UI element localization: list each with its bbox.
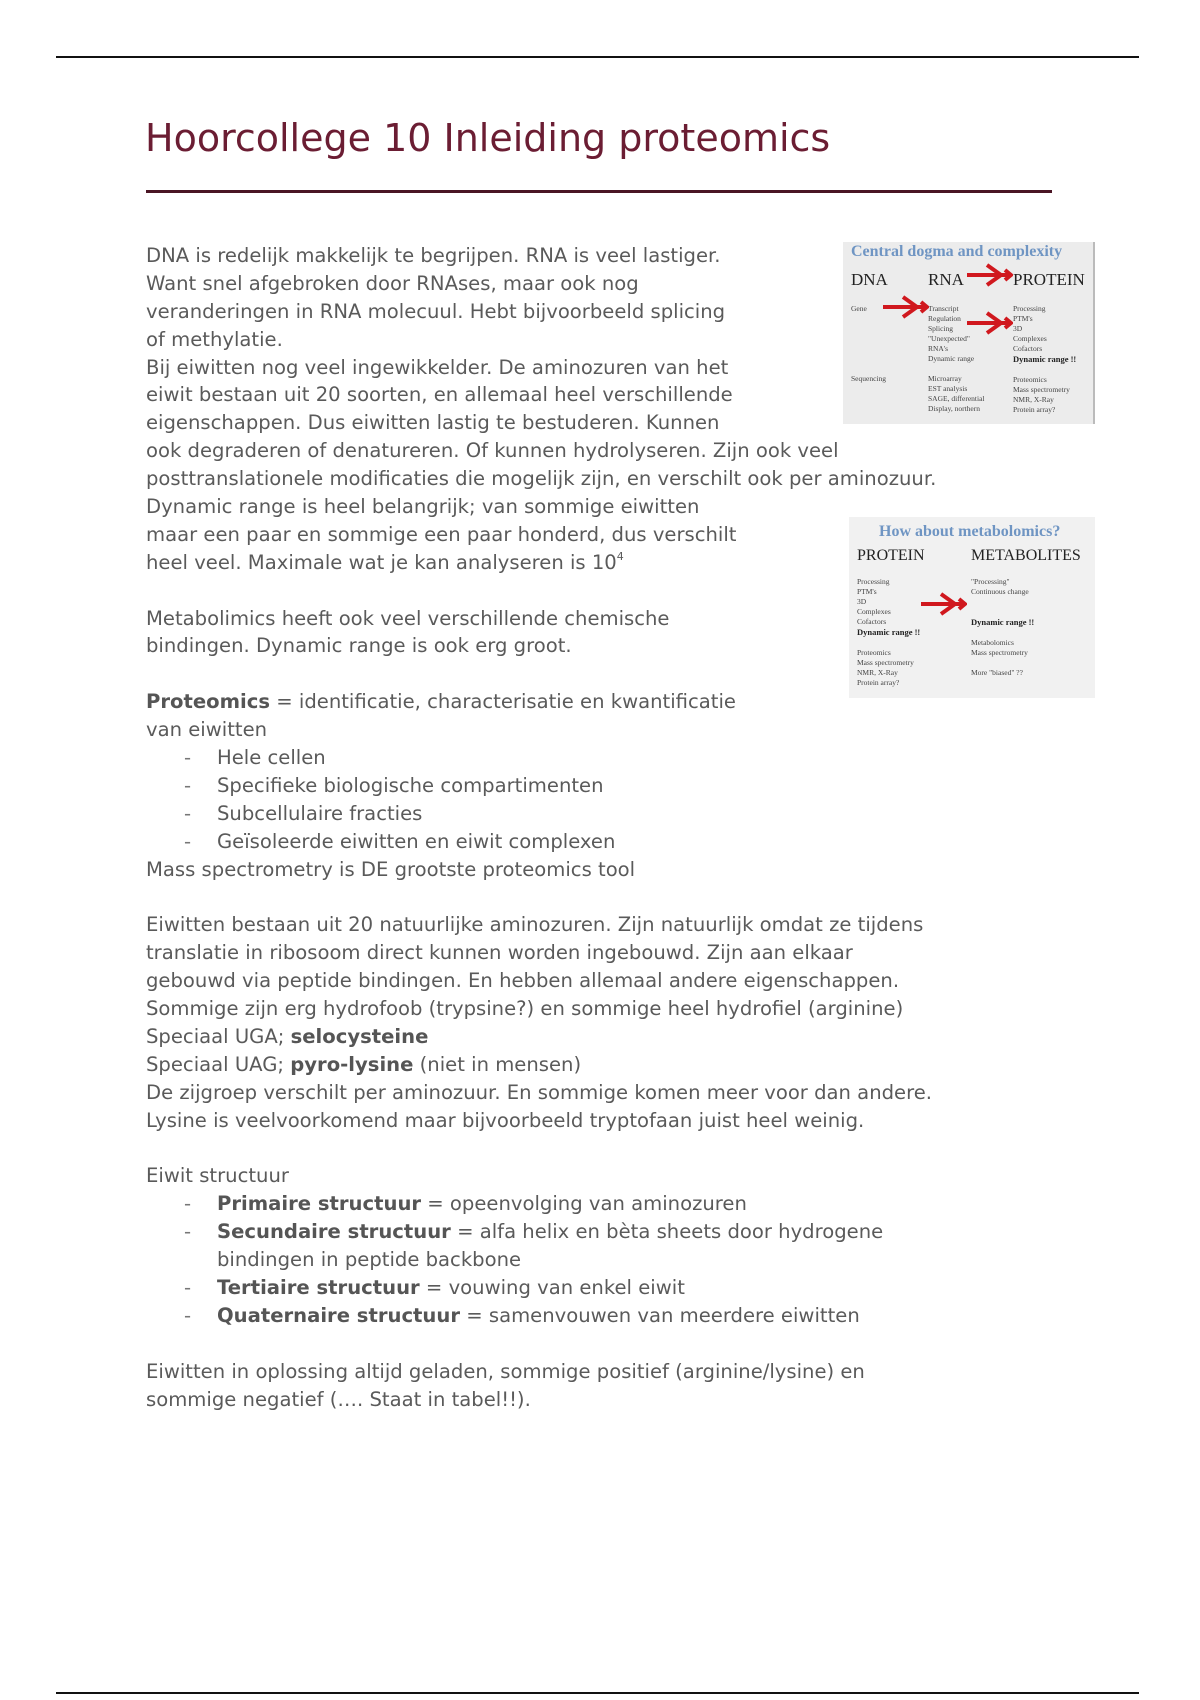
bold-text: pyro-lysine (290, 1052, 414, 1076)
blank-line (146, 1330, 1066, 1358)
arrow-icon (965, 262, 1013, 288)
text-segment: gebouwd via peptide bindingen. En hebben allemaal andere eigenschappen. (146, 969, 900, 993)
bold-text: Proteomics (146, 690, 271, 714)
text-segment: Dynamic range is heel belangrijk; van sommige eiwitten (146, 495, 700, 519)
protein-column-bold: Dynamic range !! (1013, 354, 1077, 364)
bullet-dash: - (184, 1192, 192, 1216)
metabolites-column-bottom: Metabolomics Mass spectrometry More "biased" ?? (971, 638, 1028, 677)
text-line (146, 1107, 1066, 1135)
text-line (146, 1246, 1066, 1274)
protein-column-top: Processing PTM's 3D Complexes Cofactors (1013, 304, 1047, 353)
text-segment: Hele cellen (217, 746, 326, 770)
list-item (146, 828, 1066, 856)
list-item (146, 744, 1066, 772)
dna-column: Gene Sequencing (851, 304, 886, 383)
title-underline (146, 190, 1052, 193)
text-segment: ook degraderen of denatureren. Of kunnen hydrolyseren. Zijn ook veel (146, 439, 839, 463)
text-segment: Eiwitten in oplossing altijd geladen, sommige positief (arginine/lysine) en (146, 1359, 865, 1383)
rna-column: Transcript Regulation Splicing "Unexpected" RNA's Dynamic range Microarray EST analysis SAGE, differential Display, northern (928, 304, 985, 413)
list-item (146, 1274, 1066, 1302)
list-item (146, 800, 1066, 828)
text-segment: De zijgroep verschilt per aminozuur. En sommige komen meer voor dan andere. (146, 1080, 933, 1104)
text-segment: = opeenvolging van aminozuren (421, 1192, 747, 1216)
text-segment: = vouwing van enkel eiwit (419, 1275, 685, 1299)
text-line (146, 1051, 1066, 1079)
bold-text: Tertiaire structuur (217, 1275, 420, 1299)
text-segment: Eiwit structuur (146, 1164, 289, 1188)
text-segment: maar een paar en sommige een paar honderd, dus verschilt (146, 522, 737, 546)
text-line (146, 856, 1066, 884)
bullet-dash: - (184, 773, 192, 797)
metabolomics-figure (849, 517, 1095, 698)
text-segment: (niet in mensen) (413, 1052, 582, 1076)
bullet-dash: - (184, 746, 192, 770)
text-segment: Metabolimics heeft ook veel verschillende chemische (146, 606, 670, 630)
text-segment: Subcellulaire fracties (217, 801, 423, 825)
text-segment: Geïsoleerde eiwitten en eiwit complexen (217, 829, 616, 853)
header-metabolites: METABOLITES (971, 547, 1081, 564)
bullet-dash: - (184, 1275, 192, 1299)
text-segment: Speciaal UGA; (146, 1024, 291, 1048)
metabolites-column-bold: Dynamic range !! (971, 617, 1035, 627)
page-bottom-rule (56, 1692, 1139, 1694)
text-line (146, 995, 1066, 1023)
protein-column (857, 577, 920, 688)
metabolites-column (971, 577, 1034, 678)
arrow-icon (965, 310, 1013, 336)
text-line (146, 1358, 1066, 1386)
text-segment: = alfa helix en bèta sheets door hydrogene (450, 1220, 884, 1244)
list-item (146, 1190, 1066, 1218)
metabolites-column-top: "Processing" Continuous change (971, 577, 1029, 596)
header-protein: PROTEIN (857, 547, 925, 564)
bullet-dash: - (184, 1303, 192, 1327)
central-dogma-figure (843, 242, 1095, 424)
list-item (146, 1218, 1066, 1246)
blank-line (146, 1135, 1066, 1163)
protein-column-bottom: Proteomics Mass spectrometry NMR, X-Ray Protein array? (1013, 375, 1070, 414)
text-line (146, 1162, 1066, 1190)
list-item (146, 772, 1066, 800)
text-segment: Specifieke biologische compartimenten (217, 773, 604, 797)
blank-line (146, 883, 1066, 911)
document-title: Hoorcollege 10 Inleiding proteomics (145, 116, 831, 160)
figure-title: How about metabolomics? (879, 523, 1061, 540)
text-segment: bindingen in peptide backbone (217, 1248, 522, 1272)
text-segment: Want snel afgebroken door RNAses, maar ook nog (146, 271, 639, 295)
text-segment: posttranslationele modificaties die mogelijk zijn, en verschilt ook per aminozuur. (146, 467, 937, 491)
text-segment: Bij eiwitten nog veel ingewikkelder. De aminozuren van het (146, 355, 729, 379)
bold-text: selocysteine (290, 1024, 429, 1048)
text-line (146, 1079, 1066, 1107)
text-line (146, 939, 1066, 967)
text-segment: eiwit bestaan uit 20 soorten, en allemaal heel verschillende (146, 383, 733, 407)
text-segment: Speciaal UAG; (146, 1052, 291, 1076)
text-segment: = identificatie, characterisatie en kwantificatie (270, 690, 736, 714)
bold-text: Secundaire structuur (217, 1220, 451, 1244)
bullet-dash: - (184, 801, 192, 825)
figure-title: Central dogma and complexity (851, 243, 1063, 260)
bold-text: Primaire structuur (217, 1192, 422, 1216)
header-rna: RNA (928, 270, 964, 289)
protein-column (1013, 304, 1076, 415)
text-line (146, 1023, 1066, 1051)
bold-text: Quaternaire structuur (217, 1303, 460, 1327)
text-segment: DNA is redelijk makkelijk te begrijpen. RNA is veel lastiger. (146, 244, 721, 267)
text-segment: translatie in ribosoom direct kunnen worden ingebouwd. Zijn aan elkaar (146, 941, 853, 965)
text-segment: van eiwitten (146, 718, 268, 742)
text-segment: sommige negatief (…. Staat in tabel!!). (146, 1387, 531, 1411)
text-line (146, 716, 1066, 744)
text-segment: of methylatie. (146, 327, 283, 351)
text-line (146, 465, 1066, 493)
protein-column-bold: Dynamic range !! (857, 627, 921, 637)
protein-column-bottom: Proteomics Mass spectrometry NMR, X-Ray Protein array? (857, 648, 914, 687)
protein-column-top: Processing PTM's 3D Complexes Cofactors (857, 577, 891, 626)
text-segment: Mass spectrometry is DE grootste proteomics tool (146, 857, 636, 881)
text-segment: = samenvouwen van meerdere eiwitten (460, 1303, 860, 1327)
header-protein: PROTEIN (1013, 270, 1085, 289)
text-line (146, 911, 1066, 939)
page-top-rule (56, 56, 1139, 58)
text-segment: Eiwitten bestaan uit 20 natuurlijke aminozuren. Zijn natuurlijk omdat ze tijdens (146, 913, 924, 937)
text-line (146, 437, 1066, 465)
list-item (146, 1302, 1066, 1330)
text-line (146, 967, 1066, 995)
arrow-icon (919, 591, 967, 617)
arrow-icon (881, 294, 929, 320)
text-segment: Sommige zijn erg hydrofoob (trypsine?) en sommige heel hydrofiel (arginine) (146, 997, 904, 1021)
text-segment: veranderingen in RNA molecuul. Hebt bijvoorbeeld splicing (146, 299, 726, 323)
text-line (146, 1386, 1066, 1414)
text-segment: eigenschappen. Dus eiwitten lastig te bestuderen. Kunnen (146, 411, 720, 435)
bullet-dash: - (184, 1220, 192, 1244)
superscript: 4 (616, 549, 624, 563)
text-segment: Lysine is veelvoorkomend maar bijvoorbeeld tryptofaan juist heel weinig. (146, 1108, 865, 1132)
text-segment: bindingen. Dynamic range is ook erg groot. (146, 634, 572, 658)
header-dna: DNA (851, 270, 888, 289)
bullet-dash: - (184, 829, 192, 853)
text-segment: heel veel. Maximale wat je kan analyseren is 10 (146, 550, 617, 574)
